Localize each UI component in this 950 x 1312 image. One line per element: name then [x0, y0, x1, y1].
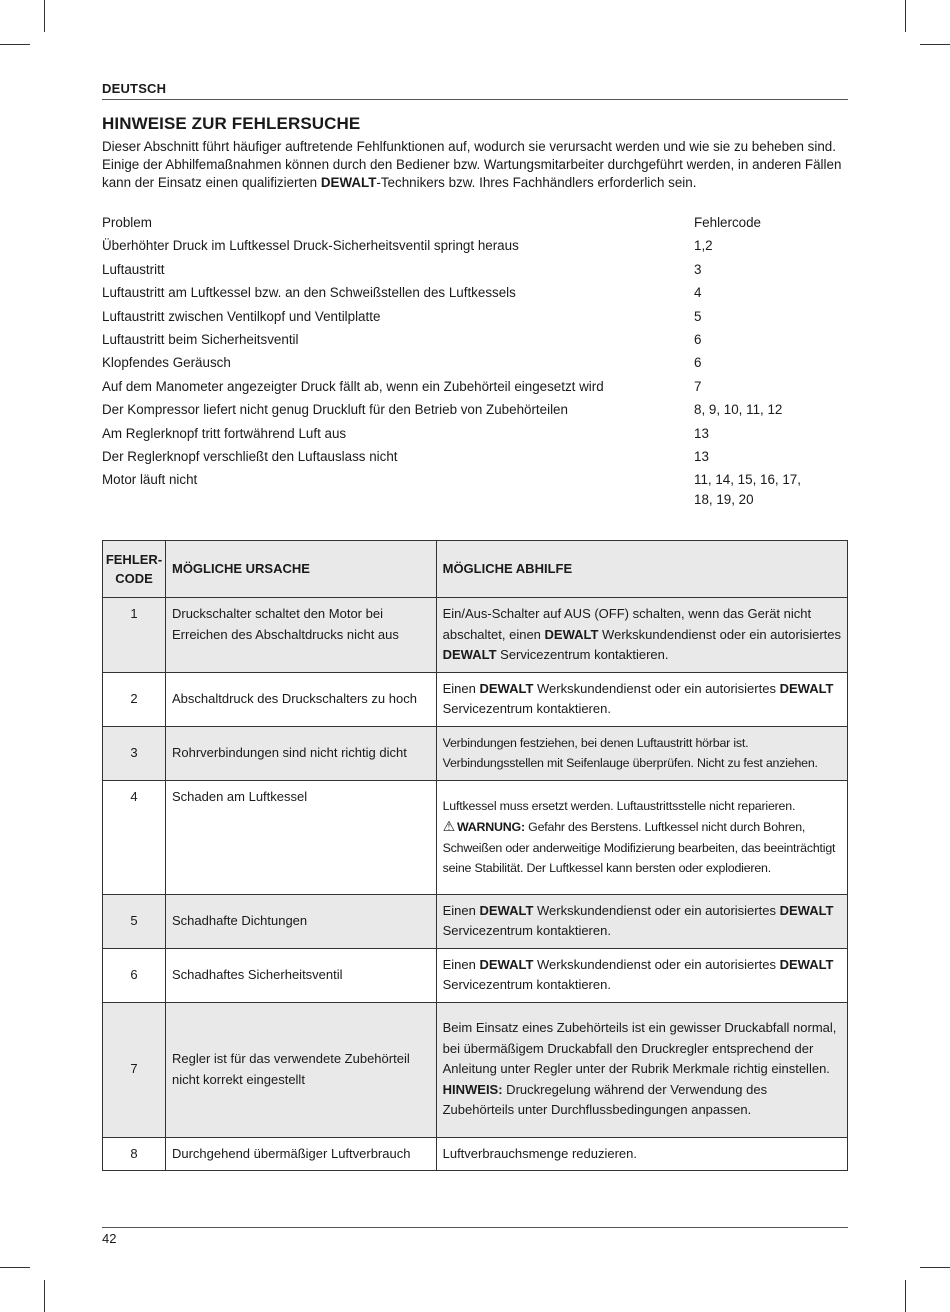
fault-code-text: 1: [130, 606, 138, 621]
fault-remedy-text: [437, 895, 847, 948]
remedy-text: Ein/Aus-Schalter auf AUS (OFF) schalten, wenn das Gerät nicht abschaltet, einen: [442, 606, 812, 642]
table-row: [103, 672, 848, 726]
column-header-code: [103, 541, 166, 598]
remedy-text: Druckregelung während der Verwendung des Zubehörteils unter Durchflussbedingungen anpassen.: [442, 1081, 768, 1118]
crop-mark: [44, 1280, 45, 1312]
fault-remedy: [436, 598, 847, 673]
remedy-text: Luftkessel muss ersetzt werden. Luftaustrittsstelle nicht reparieren.: [442, 798, 796, 813]
fault-code: [103, 780, 166, 894]
fault-remedy-text: [437, 1012, 847, 1127]
remedy-text: Servicezentrum kontaktieren.: [442, 977, 611, 992]
remedy-text: Werkskundendienst oder ein autorisiertes: [533, 902, 780, 918]
fault-code: [103, 1137, 166, 1171]
crop-mark: [0, 44, 30, 45]
problem-row: [102, 377, 848, 400]
fault-cause: [165, 598, 436, 673]
fault-cause: [165, 948, 436, 1002]
note-label: HINWEIS:: [442, 1081, 503, 1097]
table-row: [103, 894, 848, 948]
problem-text: Klopfendes Geräusch: [102, 355, 231, 371]
problem-code: 6: [694, 331, 702, 347]
fault-remedy: [436, 726, 847, 780]
table-row: [103, 780, 848, 894]
crop-mark: [44, 0, 45, 32]
intro-text: -Technikers bzw. Ihres Fachhändlers erforderlich sein.: [376, 175, 697, 190]
fault-cause-text: Schadhafte Dichtungen: [171, 912, 308, 928]
brand-name: DEWALT: [779, 902, 834, 918]
fault-code-text: 8: [130, 1145, 138, 1161]
problem-row: [102, 330, 848, 353]
problem-code: 13: [694, 448, 709, 464]
code-header-line: CODE: [115, 571, 153, 586]
fault-code: [103, 726, 166, 780]
fault-code-text: 3: [130, 744, 138, 760]
problem-code: 13: [694, 425, 709, 441]
crop-mark: [0, 1267, 30, 1268]
fault-cause: [165, 780, 436, 894]
language-header: DEUTSCH: [102, 81, 848, 100]
problem-row: [102, 260, 848, 283]
problem-row: [102, 447, 848, 470]
problem-text: Am Reglerknopf tritt fortwährend Luft aus: [102, 425, 347, 441]
problem-text: Luftaustritt: [102, 261, 165, 277]
fault-code-text: 6: [130, 966, 138, 982]
page-number: 42: [102, 1231, 117, 1246]
column-header-cause: [165, 541, 436, 598]
section-title: HINWEISE ZUR FEHLERSUCHE: [102, 114, 361, 133]
problem-code-line: 18, 19, 20: [694, 492, 754, 508]
problem-text: Der Kompressor liefert nicht genug Druckluft für den Betrieb von Zubehörteilen: [102, 402, 568, 418]
brand-name: DEWALT: [779, 956, 834, 972]
intro-text: Dieser Abschnitt führt häufiger auftretende Fehlfunktionen auf, wodurch sie verursacht werden und wie sie zu beheben sind. Einige der Abhilfemaßnahmen können durch den Bediener bzw. Wartungsmitarbeiter durchgeführt werden, in anderen Fällen kann der Einsatz einen qualifizierten: [102, 139, 842, 190]
code-header-line: FEHLER-: [105, 552, 163, 567]
brand-name: DEWALT: [320, 175, 377, 190]
brand-name: DEWALT: [779, 680, 834, 696]
table-row: [103, 726, 848, 780]
problem-code: 5: [694, 308, 702, 324]
remedy-text: Werkskundendienst oder ein autorisiertes: [533, 956, 780, 972]
remedy-text: Einen: [442, 956, 480, 972]
fault-remedy: [436, 1002, 847, 1137]
problem-text: Luftaustritt zwischen Ventilkopf und Ventilplatte: [102, 308, 381, 324]
fault-remedy-text: Luftverbrauchsmenge reduzieren.: [442, 1145, 637, 1161]
table-row: [103, 1137, 848, 1171]
problem-row: [102, 236, 848, 259]
column-header-remedy: [436, 541, 847, 598]
problem-row: [102, 283, 848, 306]
fault-cause: [165, 1137, 436, 1171]
fault-cause: [165, 894, 436, 948]
fault-code: [103, 894, 166, 948]
fault-cause-text: Schadhaftes Sicherheitsventil: [171, 966, 343, 982]
remedy-text: Gefahr des Berstens. Luftkessel nicht durch Bohren, Schweißen oder anderweitige Modifizierung bearbeiten, das beeinträchtigt seine Stabilität. Der Luftkessel kann bersten oder explodieren.: [442, 820, 836, 875]
remedy-text: Beim Einsatz eines Zubehörteils ist ein gewisser Druckabfall normal, bei übermäßigem Druckabfall den Druckregler entsprechend der Anleitung unter Regler unter der Rubrik Merkmale richtig einstellen.: [442, 1020, 837, 1077]
cause-header-text: MÖGLICHE URSACHE: [171, 560, 310, 576]
fault-cause-text: Schaden am Luftkessel: [171, 788, 308, 804]
problem-header: Problem: [102, 215, 152, 230]
problem-code: 3: [694, 261, 702, 277]
code-header: Fehlercode: [694, 215, 761, 230]
remedy-text: Einen: [442, 680, 480, 696]
problem-code: 7: [694, 378, 702, 394]
fault-cause: [165, 672, 436, 726]
fault-cause-text: Rohrverbindungen sind nicht richtig dicht: [171, 744, 407, 760]
fault-code: [103, 598, 166, 673]
fault-code: [103, 672, 166, 726]
problem-text: Auf dem Manometer angezeigter Druck fällt ab, wenn ein Zubehörteil eingesetzt wird: [102, 378, 604, 394]
problem-text: Überhöhter Druck im Luftkessel Druck-Sicherheitsventil springt heraus: [102, 238, 519, 254]
table-row: [103, 1002, 848, 1137]
table-row: [103, 948, 848, 1002]
brand-name: DEWALT: [544, 626, 599, 642]
remedy-text: Servicezentrum kontaktieren.: [442, 923, 611, 938]
fault-remedy: [436, 780, 847, 894]
fault-cause-text: Regler ist für das verwendete Zubehörteil nicht korrekt eingestellt: [171, 1051, 410, 1087]
crop-mark: [905, 0, 906, 32]
brand-name: DEWALT: [479, 956, 534, 972]
fault-code-text: 4: [130, 788, 138, 804]
remedy-text: Werkskundendienst oder ein autorisiertes: [598, 626, 841, 642]
remedy-text: Einen: [442, 902, 480, 918]
brand-name: DEWALT: [479, 902, 534, 918]
problem-list: [102, 213, 848, 517]
fault-cause-text: Druckschalter schaltet den Motor bei Erreichen des Abschaltdrucks nicht aus: [171, 606, 399, 642]
footer-divider: [102, 1227, 848, 1228]
remedy-text: Werkskundendienst oder ein autorisiertes: [533, 680, 780, 696]
problem-text: Luftaustritt beim Sicherheitsventil: [102, 331, 299, 347]
fault-remedy: [436, 894, 847, 948]
fault-remedy-text: [437, 790, 847, 885]
fault-remedy: [436, 948, 847, 1002]
problem-text: Der Reglerknopf verschließt den Luftauslass nicht: [102, 448, 398, 464]
problem-code: [694, 470, 844, 510]
fault-remedy: [436, 1137, 847, 1171]
table-row: [103, 598, 848, 673]
fault-code: [103, 948, 166, 1002]
remedy-text: Servicezentrum kontaktieren.: [442, 701, 611, 716]
problem-code: 8, 9, 10, 11, 12: [694, 402, 783, 418]
fault-code-text: 2: [130, 690, 138, 706]
remedy-text: Servicezentrum kontaktieren.: [496, 647, 669, 662]
fault-table-header: [103, 541, 848, 598]
brand-name: DEWALT: [442, 647, 497, 662]
problem-row: [102, 424, 848, 447]
fault-remedy-text: [437, 598, 847, 672]
crop-mark: [905, 1280, 906, 1312]
fault-cause: [165, 1002, 436, 1137]
crop-mark: [920, 44, 950, 45]
fault-remedy: [436, 672, 847, 726]
fault-remedy-text: Verbindungen festziehen, bei denen Luftaustritt hörbar ist. Verbindungsstellen mit Seifenlauge überprüfen. Nicht zu fest anziehen.: [442, 735, 818, 770]
intro-paragraph: [102, 138, 848, 192]
problem-code-line: 11, 14, 15, 16, 17,: [694, 472, 801, 488]
problem-code: 1,2: [694, 238, 713, 254]
problem-row: [102, 307, 848, 330]
brand-name: DEWALT: [479, 680, 534, 696]
problem-code: 4: [694, 285, 702, 301]
fault-cause-text: Abschaltdruck des Druckschalters zu hoch: [171, 690, 417, 706]
warning-label: WARNUNG:: [456, 820, 525, 834]
fault-code-text: 7: [130, 1061, 138, 1077]
fault-remedy-text: [437, 949, 847, 1002]
problem-row: [102, 400, 848, 423]
fault-remedy-text: [437, 673, 847, 726]
fault-cause: [165, 726, 436, 780]
crop-mark: [920, 1267, 950, 1268]
warning-icon: ⚠: [442, 818, 455, 834]
problem-row: [102, 353, 848, 376]
problem-row: [102, 470, 848, 517]
fault-cause-text: Durchgehend übermäßiger Luftverbrauch: [171, 1145, 411, 1161]
remedy-header-text: MÖGLICHE ABHILFE: [442, 560, 573, 576]
fault-code: [103, 1002, 166, 1137]
problem-code: 6: [694, 355, 702, 371]
problem-list-header: [102, 213, 848, 236]
problem-text: Luftaustritt am Luftkessel bzw. an den Schweißstellen des Luftkessels: [102, 285, 516, 301]
fault-table: [102, 540, 848, 1171]
problem-text: Motor läuft nicht: [102, 472, 198, 488]
fault-code-text: 5: [130, 912, 138, 928]
